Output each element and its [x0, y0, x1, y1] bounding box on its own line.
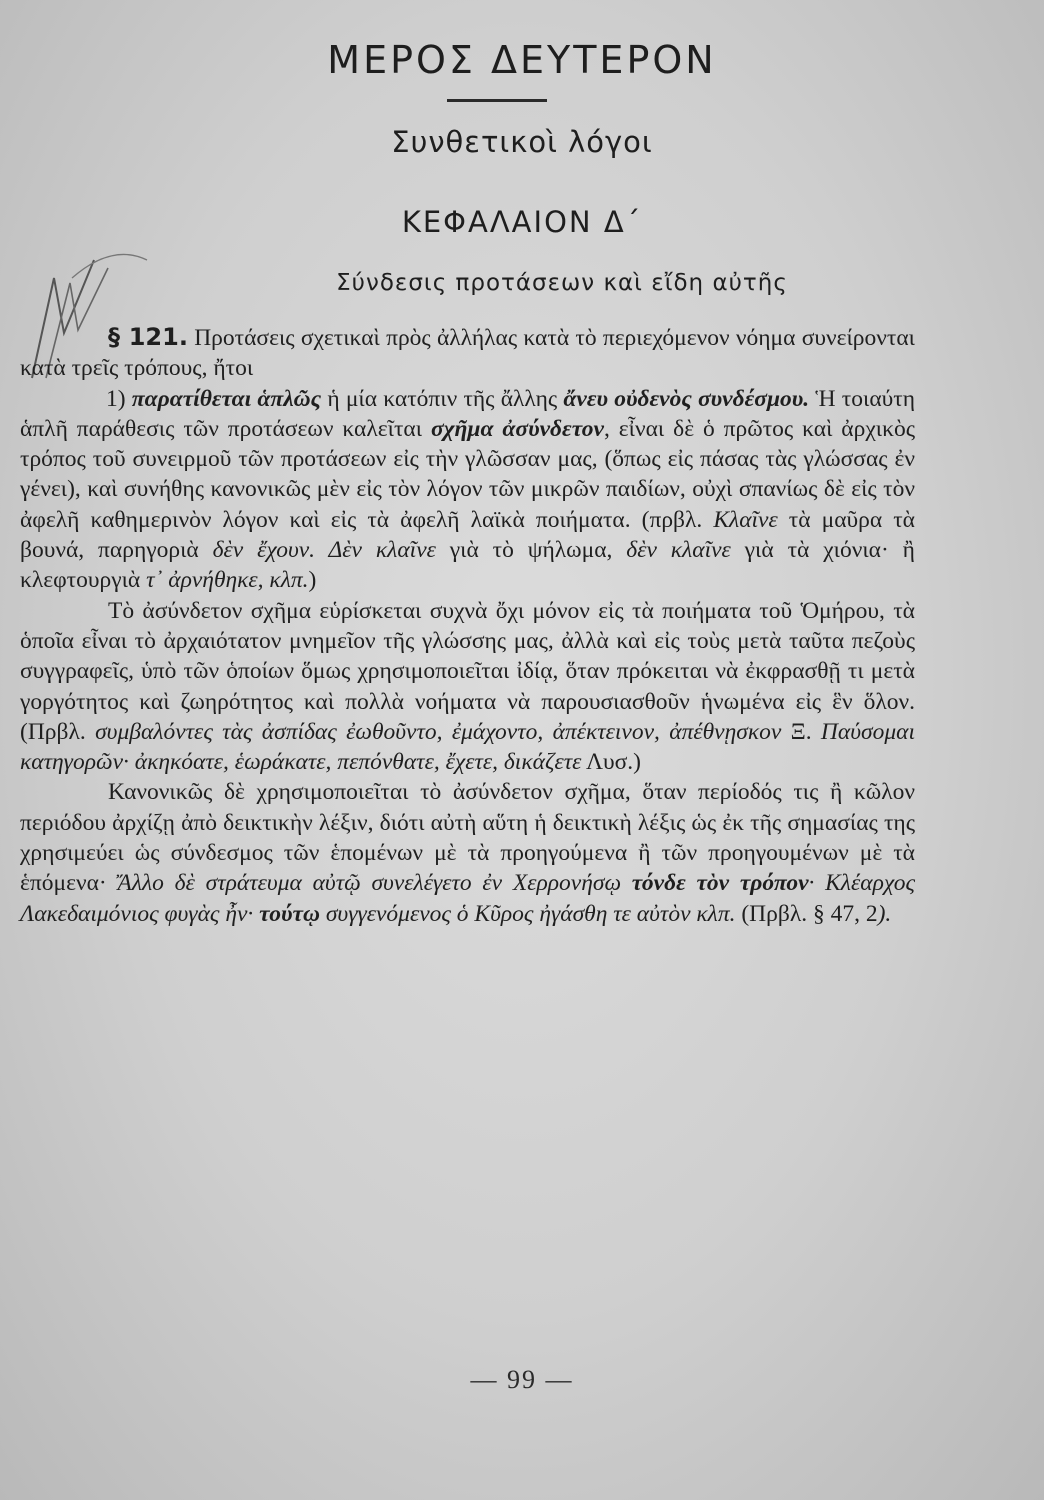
- subtitle: Συνθετικοὶ λόγοι: [391, 125, 653, 159]
- section-number: § 121.: [108, 323, 188, 351]
- paragraph-deictic: Κανονικῶς δὲ χρησιμοποιεῖται τὸ ἀσύνδετον σχῆμα, ὅταν περίοδός τις ἢ κῶλον περιόδου ἀρχίζῃ ἀπὸ δεικτικὴν λέξιν, διότι αὐτὴ αὕτη ἡ δεικτικὴ λέξις ὡς ἐκ τῆς σημασίας της χρησιμεύει ὡς σύνδεσμος τῶν ἑπομένων μὲ τὰ προηγούμενα ἢ τῶν προηγουμένων μὲ τὰ ἑπόμενα· Ἄλλο δὲ στράτευμα αὐτῷ συνελέγετο ἐν Χερρονήσῳ τόνδε τὸν τρόπον· Κλέαρχος Λακεδαιμόνιος φυγὰς ἦν· τούτῳ συγγενόμενος ὁ Κῦρος ἠγάσθη τε αὐτὸν κλπ. (Πρβλ. § 47, 2).: [20, 779, 915, 927]
- paragraph-asyndeton: Τὸ ἀσύνδετον σχῆμα εὑρίσκεται συχνὰ ὄχι μόνον εἰς τὰ ποιήματα τοῦ Ὁμήρου, τὰ ὁποῖα εἶναι τὸ ἀρχαιότατον μνημεῖον τῆς γλώσσης μας, ἀλλὰ καὶ εἰς τοὺς μετὰ ταῦτα πεζοὺς συγγραφεῖς, ὑπὸ τῶν ὁποίων ὅμως χρησιμοποιεῖται ἰδίᾳ, ὅταν πρόκειται νὰ ἐκφρασθῇ τι μετὰ γοργότητος καὶ ζωηρότητος καὶ πολλὰ νοήματα νὰ παρουσιασθοῦν ἡνωμένα εἰς ἓν ὅλον. (Πρβλ. συμβαλόντες τὰς ἀσπίδας ἐωθοῦντο, ἐμάχοντο, ἀπέκτεινον, ἀπέθνῃσκον Ξ. Παύσομαι κατηγορῶν· ἀκηκόατε, ἑωράκατε, πεπόνθατε, ἔχετε, δικάζετε Λυσ.): [20, 597, 916, 776]
- paragraph-121: § 121. Προτάσεις σχετικαὶ πρὸς ἀλλήλας κατὰ τὸ περιεχόμενον νόημα συνείρονται κατὰ τρεῖς τρόπους, ἤτοι: [20, 323, 915, 382]
- chapter-title: ΚΕΦΑΛΑΙΟΝ Δ΄: [401, 205, 643, 239]
- title-divider: [447, 99, 547, 102]
- section-heading: Σύνδεσις προτάσεων καὶ εἴδη αὐτῆς: [336, 270, 788, 296]
- paragraph-1: 1) παρατίθεται ἁπλῶς ἡ μία κατόπιν τῆς ἄλλης ἄνευ οὐδενὸς συνδέσμου. Ἡ τοιαύτη ἁπλῆ παράθεσις τῶν προτάσεων καλεῖται σχῆμα ἀσύνδετον, εἶναι δὲ ὁ πρῶτος καὶ ἀρχικὸς τρόπος τοῦ συνειρμοῦ τῶν προτάσεων εἰς τὴν γλῶσσαν μας, (ὅπως εἰς πάσας τὰς γλώσσας ἐν γένει), καὶ συνήθης κανονικῶς μὲν εἰς τὸν λόγον τῶν μικρῶν παιδίων, οὐχὶ σπανίως δὲ εἰς τὸν ἀφελῆ καθημερινὸν λόγον καὶ εἰς τὰ ἀφελῆ λαϊκὰ ποιήματα. (πρβλ. Κλαῖνε τὰ μαῦρα τὰ βουνά, παρηγοριὰ δὲν ἔχουν. Δὲν κλαῖνε γιὰ τὸ ψήλωμα, δὲν κλαῖνε γιὰ τὰ χιόνια· ἢ κλεφτουργιὰ τ᾽ ἀρνήθηκε, κλπ.): [20, 385, 915, 594]
- body-text: [20, 322, 915, 929]
- page-number: — 99 —: [470, 1365, 574, 1394]
- part-title: ΜΕΡΟΣ ΔΕΥΤΕΡΟΝ: [327, 38, 717, 82]
